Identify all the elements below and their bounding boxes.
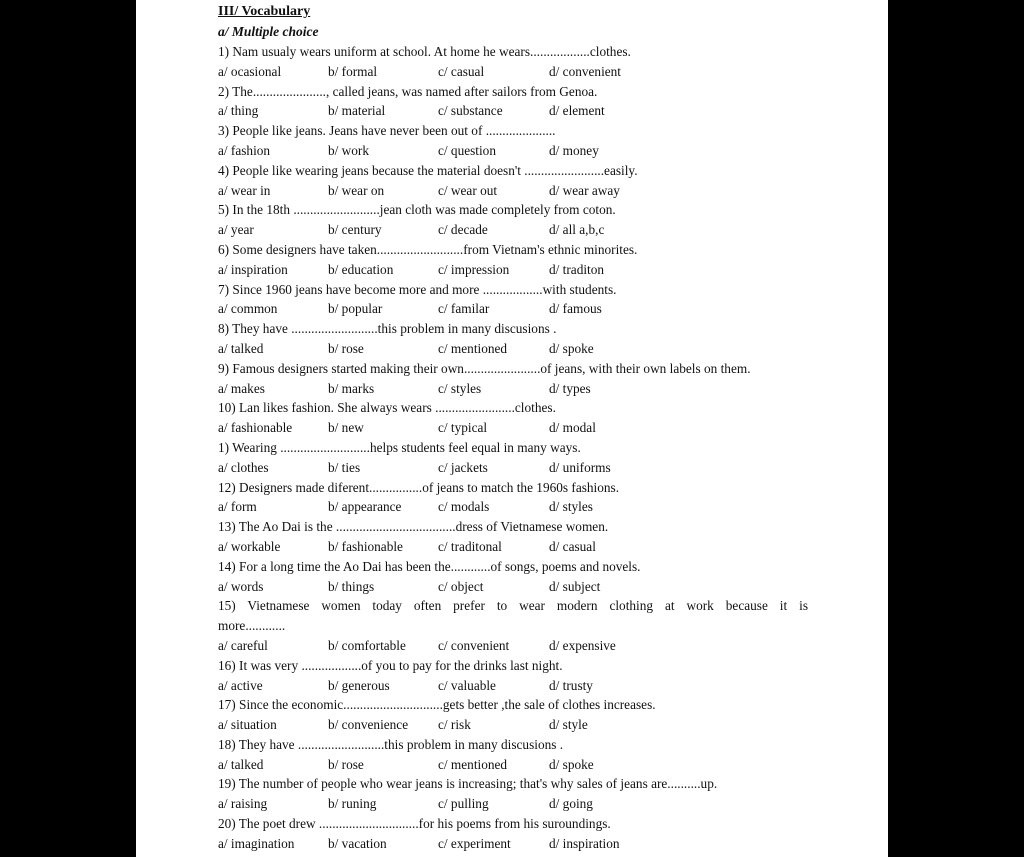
answer-options [218, 418, 808, 438]
answer-option-b[interactable]: b/ education [328, 261, 394, 277]
question-text-continued: more............ [218, 618, 286, 634]
answer-option-a[interactable]: a/ words [218, 578, 264, 594]
answer-options [218, 260, 808, 280]
question-text: 18) They have ..........................this problem in many discusions . [218, 736, 564, 752]
answer-option-d[interactable]: d/ element [549, 103, 605, 119]
answer-option-c[interactable]: c/ familar [438, 301, 490, 317]
answer-option-a[interactable]: a/ ocasional [218, 63, 282, 79]
answer-option-a[interactable]: a/ fashionable [218, 420, 293, 436]
question-text: 1) Nam usualy wears uniform at school. At home he wears..................clothes. [218, 44, 631, 59]
question-text: 10) Lan likes fashion. She always wears ........................clothes. [218, 400, 556, 416]
question-text: 14) For a long time the Ao Dai has been the............of songs, poems and novels. [218, 558, 641, 574]
answer-option-d[interactable]: d/ traditon [549, 261, 605, 277]
answer-option-a[interactable]: a/ year [218, 222, 254, 238]
answer-option-d[interactable]: d/ wear away [549, 182, 620, 198]
question-item [218, 478, 808, 518]
question-item [218, 359, 808, 399]
answer-option-c[interactable]: c/ convenient [438, 637, 510, 653]
question-list [218, 42, 808, 854]
answer-option-a[interactable]: a/ clothes [218, 459, 269, 475]
question-text: 13) The Ao Dai is the ....................................dress of Vietnamese women. [218, 519, 609, 535]
answer-option-b[interactable]: b/ wear on [328, 182, 385, 198]
answer-option-d[interactable]: d/ expensive [549, 637, 616, 653]
question-text: 16) It was very ..................of you to pay for the drinks last night. [218, 657, 563, 673]
answer-option-a[interactable]: a/ careful [218, 637, 268, 653]
question-item [218, 200, 808, 240]
answer-option-b[interactable]: b/ generous [328, 677, 390, 693]
question-item [218, 695, 808, 735]
answer-option-b[interactable]: b/ new [328, 420, 364, 436]
answer-option-b[interactable]: b/ fashionable [328, 538, 403, 554]
question-item [218, 161, 808, 201]
answer-options [218, 537, 808, 557]
question-item [218, 774, 808, 814]
question-text: 3) People like jeans. Jeans have never been out of ..................... [218, 123, 556, 139]
question-item [218, 398, 808, 438]
answer-option-d[interactable]: d/ types [549, 380, 591, 396]
answer-options [218, 636, 808, 656]
answer-option-c[interactable]: c/ substance [438, 103, 503, 119]
answer-option-d[interactable]: d/ famous [549, 301, 602, 317]
answer-options [218, 794, 808, 814]
answer-option-c[interactable]: c/ valuable [438, 677, 496, 693]
question-text: 2) The......................, called jeans, was named after sailors from Genoa. [218, 83, 598, 99]
answer-option-c[interactable]: c/ styles [438, 380, 482, 396]
question-text: 19) The number of people who wear jeans is increasing; that's why sales of jeans are..........up. [218, 776, 718, 792]
answer-options [218, 458, 808, 478]
answer-options [218, 141, 808, 161]
answer-option-a[interactable]: a/ makes [218, 380, 265, 396]
answer-option-c[interactable]: c/ question [438, 142, 496, 158]
answer-option-a[interactable]: a/ imagination [218, 835, 295, 851]
question-text: 15) Vietnamese women today often prefer to wear modern clothing at work because it is [218, 598, 808, 614]
answer-option-d[interactable]: d/ modal [549, 420, 596, 436]
answer-option-b[interactable]: b/ comfortable [328, 637, 406, 653]
question-text: 6) Some designers have taken..........................from Vietnam's ethnic minorites. [218, 241, 638, 257]
answer-option-d[interactable]: d/ trusty [549, 677, 593, 693]
question-item [218, 735, 808, 775]
question-item [218, 517, 808, 557]
question-item [218, 42, 808, 82]
question-item [218, 656, 808, 696]
answer-option-a[interactable]: a/ situation [218, 717, 277, 733]
answer-options [218, 62, 808, 82]
answer-option-d[interactable]: d/ subject [549, 578, 601, 594]
answer-option-d[interactable]: d/ styles [549, 499, 593, 515]
answer-option-c[interactable]: c/ risk [438, 717, 471, 733]
answer-options [218, 497, 808, 517]
answer-option-b[interactable]: b/ ties [328, 459, 361, 475]
answer-option-a[interactable]: a/ wear in [218, 182, 271, 198]
answer-option-b[interactable]: b/ formal [328, 63, 378, 79]
answer-options [218, 834, 808, 854]
answer-options [218, 379, 808, 399]
answer-option-d[interactable]: d/ uniforms [549, 459, 611, 475]
answer-option-d[interactable]: d/ going [549, 796, 593, 812]
answer-option-c[interactable]: c/ impression [438, 261, 510, 277]
answer-option-c[interactable]: c/ typical [438, 420, 488, 436]
answer-option-b[interactable]: b/ convenience [328, 717, 409, 733]
answer-option-c[interactable]: c/ mentioned [438, 756, 508, 772]
question-item [218, 82, 808, 122]
answer-option-c[interactable]: c/ decade [438, 222, 488, 238]
worksheet-page [136, 0, 888, 857]
answer-options [218, 715, 808, 735]
answer-option-b[interactable]: b/ runing [328, 796, 377, 812]
answer-option-b[interactable]: b/ appearance [328, 499, 402, 515]
answer-option-d[interactable]: d/ spoke [549, 756, 594, 772]
worksheet-content [218, 2, 808, 854]
answer-option-c[interactable]: c/ mentioned [438, 340, 508, 356]
answer-option-c[interactable]: c/ pulling [438, 796, 489, 812]
answer-option-d[interactable]: d/ money [549, 142, 599, 158]
answer-option-a[interactable]: a/ common [218, 301, 278, 317]
question-text: 5) In the 18th ..........................jean cloth was made completely from coton. [218, 202, 616, 218]
answer-option-b[interactable]: b/ century [328, 222, 382, 238]
question-item [218, 557, 808, 597]
answer-options [218, 339, 808, 359]
answer-option-a[interactable]: a/ talked [218, 756, 264, 772]
answer-option-a[interactable]: a/ raising [218, 796, 268, 812]
answer-options [218, 299, 808, 319]
answer-option-c[interactable]: c/ traditonal [438, 538, 502, 554]
answer-option-d[interactable]: d/ inspiration [549, 835, 620, 851]
answer-option-a[interactable]: a/ active [218, 677, 263, 693]
question-text: 17) Since the economic..............................gets better ,the sale of clothes increases. [218, 697, 656, 713]
question-text: 4) People like wearing jeans because the material doesn't ........................easily. [218, 162, 638, 178]
question-item [218, 280, 808, 320]
answer-option-c[interactable]: c/ object [438, 578, 484, 594]
answer-options [218, 676, 808, 696]
question-text: 9) Famous designers started making their own.......................of jeans, with their own labels on them. [218, 360, 751, 376]
answer-option-c[interactable]: c/ modals [438, 499, 490, 515]
question-item [218, 814, 808, 854]
answer-option-c[interactable]: c/ casual [438, 63, 485, 79]
question-text: 7) Since 1960 jeans have become more and more ..................with students. [218, 281, 617, 297]
question-item [218, 438, 808, 478]
answer-options [218, 101, 808, 121]
question-item [218, 121, 808, 161]
answer-option-d[interactable]: d/ casual [549, 538, 596, 554]
answer-option-a[interactable]: a/ workable [218, 538, 281, 554]
question-text: 8) They have ..........................this problem in many discusions . [218, 321, 557, 337]
answer-option-a[interactable]: a/ form [218, 499, 257, 515]
answer-option-b[interactable]: b/ things [328, 578, 375, 594]
section-heading: III/ Vocabulary [218, 4, 311, 19]
question-item [218, 596, 808, 655]
answer-options [218, 577, 808, 597]
answer-option-b[interactable]: b/ work [328, 142, 369, 158]
answer-option-b[interactable]: b/ popular [328, 301, 383, 317]
answer-option-c[interactable]: c/ jackets [438, 459, 488, 475]
answer-option-c[interactable]: c/ wear out [438, 182, 498, 198]
answer-options [218, 181, 808, 201]
answer-option-a[interactable]: a/ inspiration [218, 261, 288, 277]
answer-option-d[interactable]: d/ spoke [549, 340, 594, 356]
section-subheading: a/ Multiple choice [218, 24, 319, 39]
answer-option-a[interactable]: a/ thing [218, 103, 259, 119]
answer-option-d[interactable]: d/ style [549, 717, 588, 733]
answer-option-a[interactable]: a/ talked [218, 340, 264, 356]
answer-option-b[interactable]: b/ rose [328, 756, 364, 772]
question-text: 1) Wearing ...........................helps students feel equal in many ways. [218, 439, 581, 455]
question-text: 12) Designers made diferent................of jeans to match the 1960s fashions. [218, 479, 620, 495]
question-text: 20) The poet drew ..............................for his poems from his suroundings. [218, 816, 611, 832]
question-item [218, 240, 808, 280]
answer-option-d[interactable]: d/ convenient [549, 63, 622, 79]
answer-options [218, 220, 808, 240]
question-item [218, 319, 808, 359]
answer-option-b[interactable]: b/ rose [328, 340, 364, 356]
answer-option-d[interactable]: d/ all a,b,c [549, 222, 605, 238]
answer-option-a[interactable]: a/ fashion [218, 142, 271, 158]
answer-option-b[interactable]: b/ marks [328, 380, 375, 396]
answer-options [218, 755, 808, 775]
answer-option-b[interactable]: b/ material [328, 103, 386, 119]
answer-option-b[interactable]: b/ vacation [328, 835, 387, 851]
answer-option-c[interactable]: c/ experiment [438, 835, 511, 851]
